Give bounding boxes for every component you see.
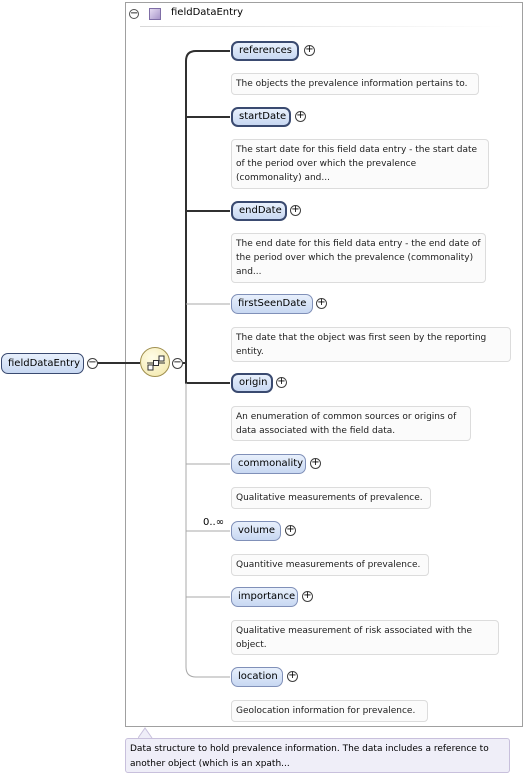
required-spine (186, 51, 230, 383)
element-origin[interactable]: origin (231, 373, 273, 393)
expand-startDate-toggle[interactable]: + (296, 110, 305, 121)
element-startDate[interactable]: startDate (231, 107, 291, 127)
expand-references-toggle[interactable]: + (305, 44, 314, 55)
expand-origin-toggle[interactable]: + (277, 376, 286, 387)
doc-volume: Quantitive measurements of prevalence. (231, 554, 429, 576)
doc-firstSeenDate: The date that the object was first seen by the reporting entity. (231, 327, 511, 362)
element-volume[interactable]: volume (231, 521, 281, 541)
root-collapse-toggle[interactable]: − (88, 357, 97, 368)
doc-importance: Qualitative measurement of risk associated with the object. (231, 620, 499, 655)
type-documentation: Data structure to hold prevalence information. The data includes a reference to another object (which is an xpath... (125, 738, 510, 773)
element-commonality[interactable]: commonality (231, 454, 306, 474)
element-references[interactable]: references (231, 41, 299, 61)
doc-location: Geolocation information for prevalence. (231, 700, 428, 722)
cardinality-volume: 0..∞ (203, 517, 225, 528)
root-element[interactable]: fieldDataEntry (1, 353, 84, 374)
panel-title: fieldDataEntry (171, 7, 244, 18)
element-firstSeenDate[interactable]: firstSeenDate (231, 294, 313, 314)
collapse-panel-toggle[interactable]: − (130, 8, 139, 19)
element-importance[interactable]: importance (231, 587, 298, 607)
doc-references: The objects the prevalence information pertains to. (231, 73, 479, 95)
doc-startDate: The start date for this field data entry - the start date of the period over which the prevalence (commonality) and... (231, 139, 489, 189)
sequence-collapse-toggle[interactable]: − (173, 357, 182, 368)
optional-spine (186, 383, 230, 677)
expand-commonality-toggle[interactable]: + (311, 457, 320, 468)
expand-location-toggle[interactable]: + (288, 670, 297, 681)
doc-endDate: The end date for this field data entry - the end date of the period over which the prevalence (commonality) and... (231, 233, 486, 283)
element-location[interactable]: location (231, 667, 283, 687)
expand-importance-toggle[interactable]: + (303, 590, 312, 601)
sequence-icon (141, 348, 171, 378)
sequence-compositor[interactable] (140, 347, 170, 377)
element-endDate[interactable]: endDate (231, 201, 287, 221)
doc-commonality: Qualitative measurements of prevalence. (231, 487, 431, 509)
expand-endDate-toggle[interactable]: + (291, 204, 300, 215)
expand-firstSeenDate-toggle[interactable]: + (317, 297, 326, 308)
expand-volume-toggle[interactable]: + (286, 524, 295, 535)
doc-origin: An enumeration of common sources or origins of data associated with the field data. (231, 406, 471, 441)
